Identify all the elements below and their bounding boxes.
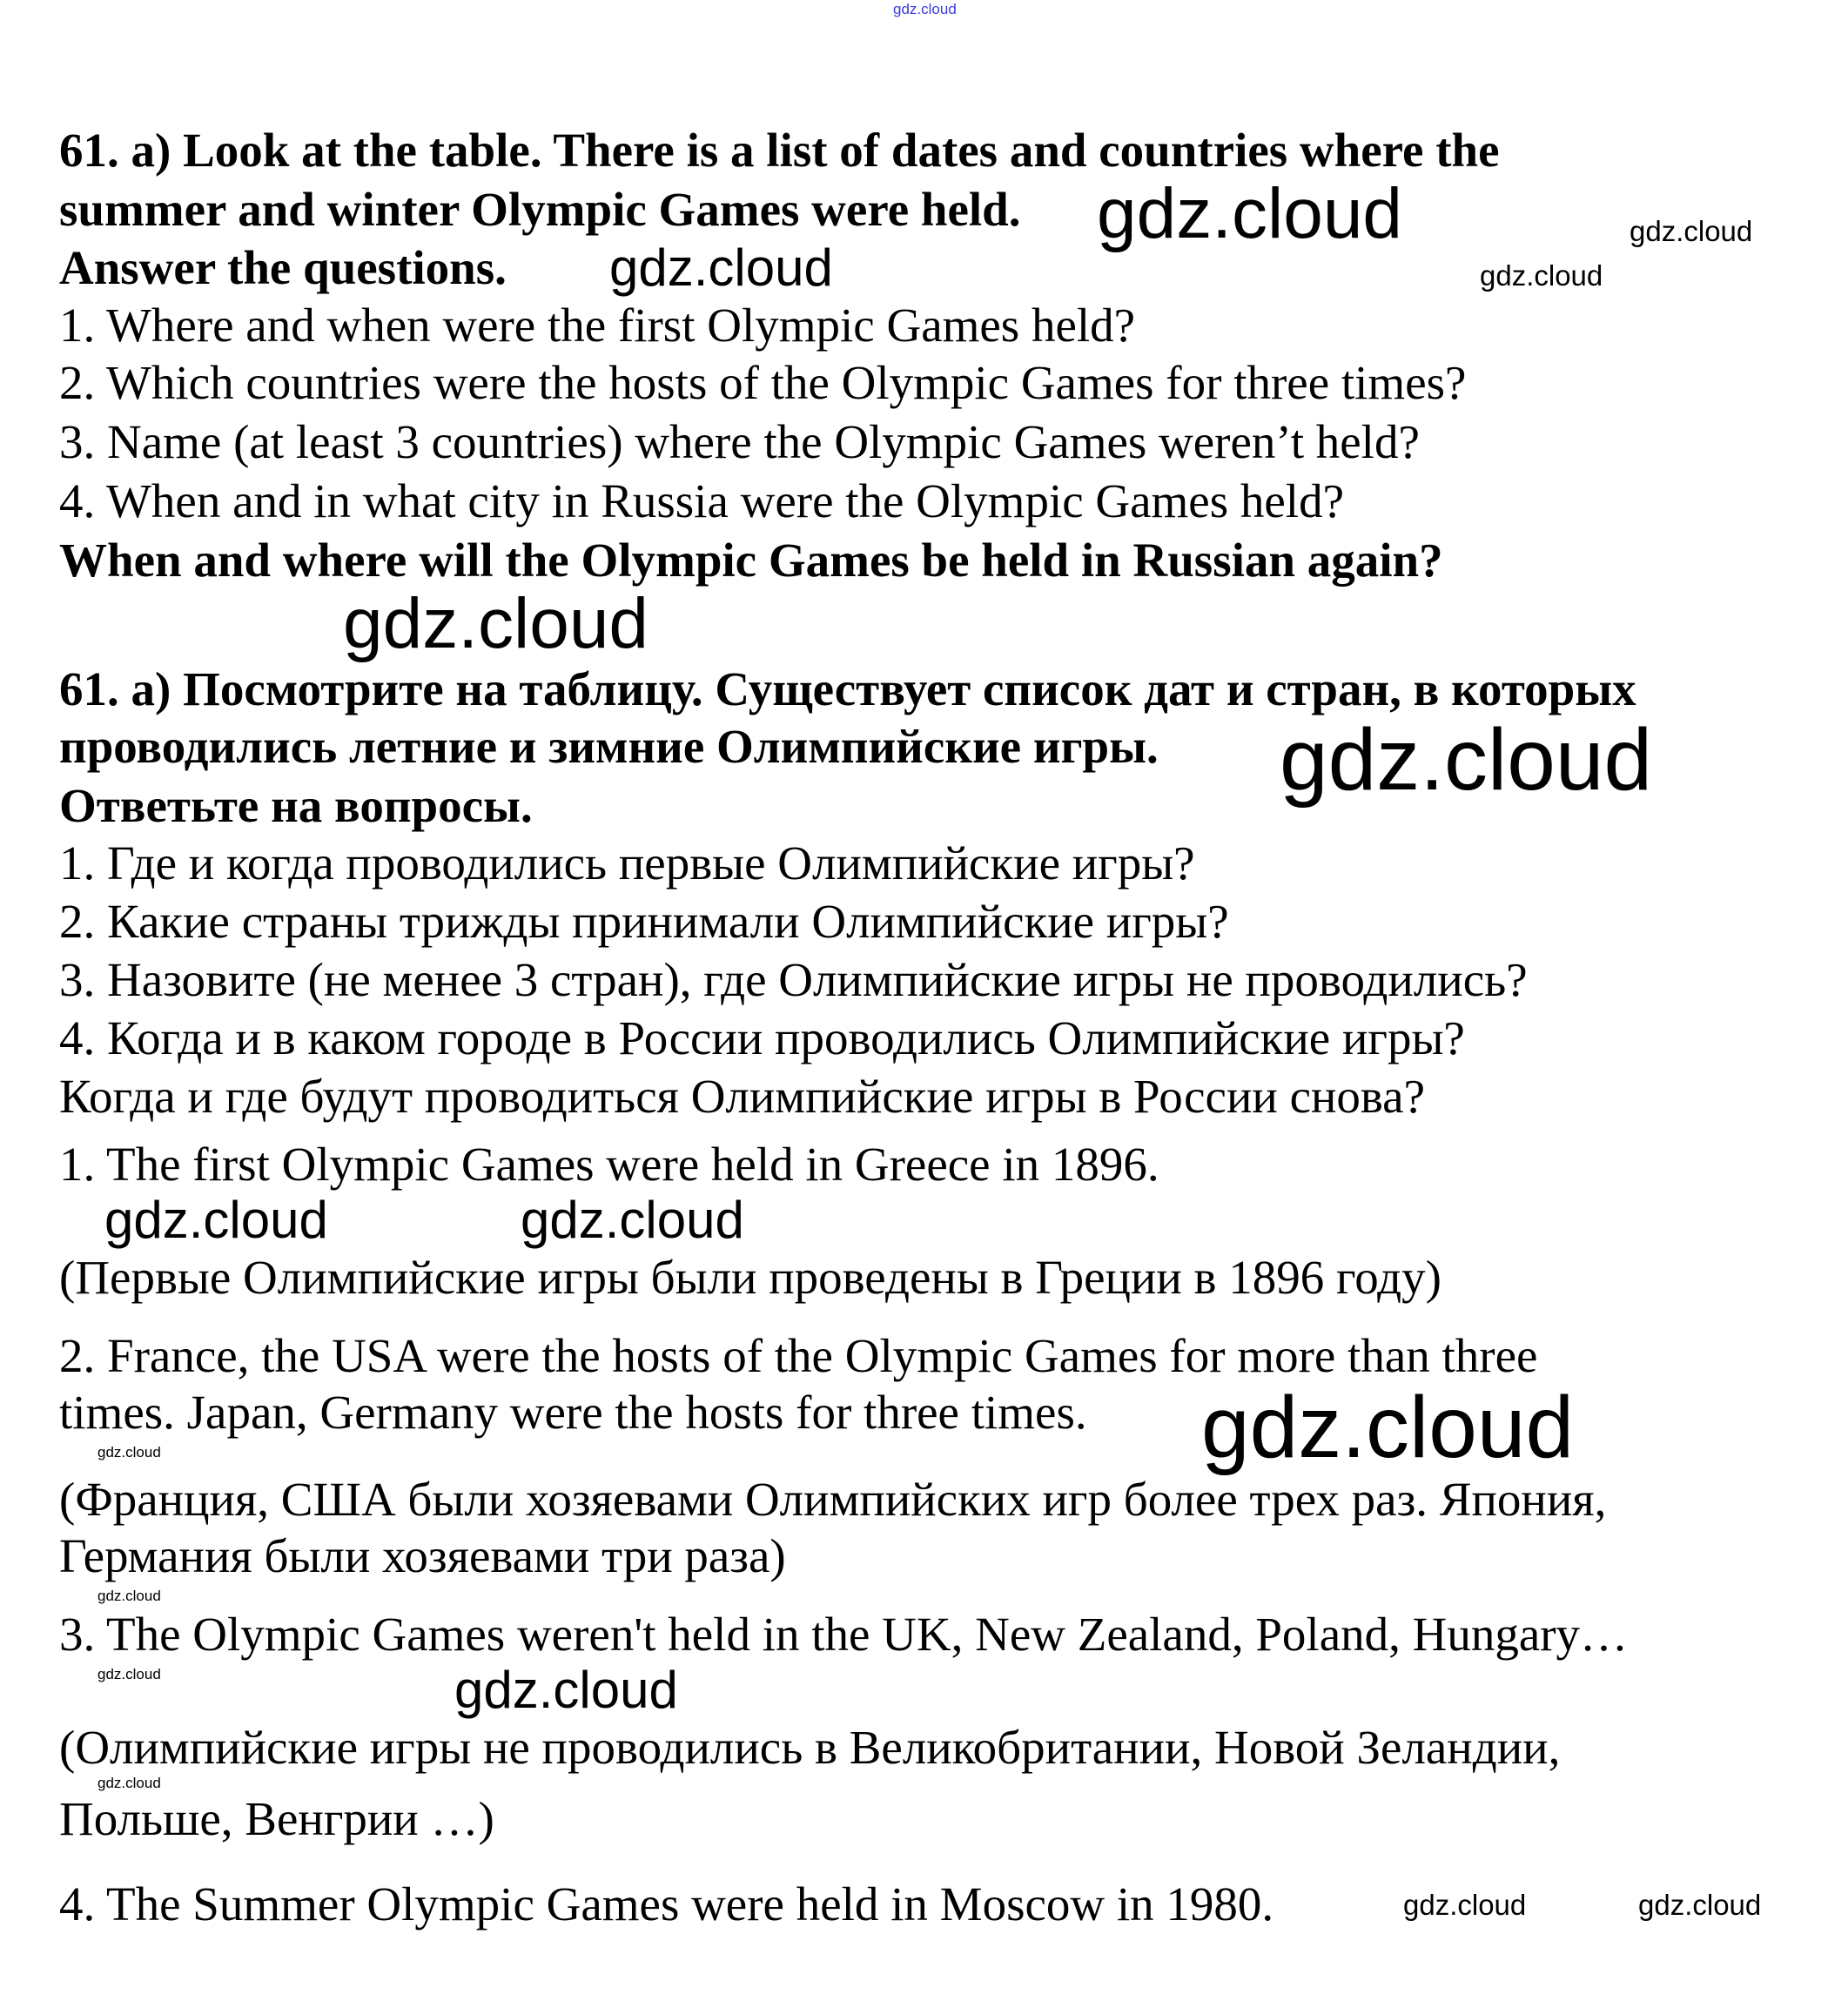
watermark: gdz.cloud — [97, 1588, 161, 1604]
answer-3-ru-line1: (Олимпийские игры не проводились в Великобритании, Новой Зеландии, — [59, 1721, 1561, 1774]
task-title-ru-line2: проводились летние и зимние Олимпийские игры. — [59, 720, 1159, 773]
task-title-en-line2: summer and winter Olympic Games were held. — [59, 183, 1021, 236]
watermark: gdz.cloud — [97, 1666, 161, 1682]
watermark: gdz.cloud — [1097, 174, 1403, 253]
watermark: gdz.cloud — [454, 1661, 678, 1719]
question-ru-3: 3. Назовите (не менее 3 стран), где Олимпийские игры не проводились? — [59, 953, 1528, 1006]
answer-2-ru-line2: Германия были хозяевами три раза) — [59, 1529, 786, 1582]
extra-question-en: When and where will the Olympic Games be held in Russian again? — [59, 534, 1443, 587]
question-ru-5: Когда и где будут проводиться Олимпийские игры в России снова? — [59, 1070, 1425, 1123]
question-en-1: 1. Where and when were the first Olympic Games held? — [59, 299, 1136, 352]
answer-1-en: 1. The first Olympic Games were held in Greece in 1896. — [59, 1138, 1159, 1191]
watermark: gdz.cloud — [343, 584, 649, 663]
answer-3-ru-line2: Польше, Венгрии …) — [59, 1792, 494, 1845]
question-en-2: 2. Which countries were the hosts of the Olympic Games for three times? — [59, 356, 1467, 409]
answer-2-en-line1: 2. France, the USA were the hosts of the Olympic Games for more than three — [59, 1329, 1538, 1382]
answer-4-en: 4. The Summer Olympic Games were held in Moscow in 1980. — [59, 1877, 1274, 1930]
answer-2-en-line2: times. Japan, Germany were the hosts for three times. — [59, 1386, 1087, 1439]
task-title-en-line1: 61. a) Look at the table. There is a list of dates and countries where the — [59, 124, 1500, 177]
watermark: gdz.cloud — [1480, 259, 1603, 292]
question-ru-1: 1. Где и когда проводились первые Олимпийские игры? — [59, 836, 1195, 890]
answer-1-ru: (Первые Олимпийские игры были проведены в Греции в 1896 году) — [59, 1251, 1441, 1304]
watermark: gdz.cloud — [97, 1775, 161, 1791]
answer-2-ru-line1: (Франция, США были хозяевами Олимпийских игр более трех раз. Япония, — [59, 1473, 1607, 1526]
question-en-3: 3. Name (at least 3 countries) where the Olympic Games weren’t held? — [59, 415, 1420, 468]
watermark: gdz.cloud — [1280, 711, 1653, 809]
watermark: gdz.cloud — [521, 1191, 744, 1249]
task-title-en-line3: Answer the questions. — [59, 241, 507, 294]
task-title-ru-line3: Ответьте на вопросы. — [59, 779, 533, 832]
question-en-4: 4. When and in what city in Russia were the Olympic Games held? — [59, 474, 1344, 527]
watermark: gdz.cloud — [609, 238, 833, 297]
watermark: gdz.cloud — [1638, 1889, 1762, 1921]
watermark: gdz.cloud — [97, 1444, 161, 1460]
watermark-top: gdz.cloud — [893, 1, 957, 17]
answer-3-en: 3. The Olympic Games weren't held in the UK, New Zealand, Poland, Hungary… — [59, 1608, 1629, 1661]
watermark: gdz.cloud — [104, 1191, 328, 1249]
task-title-ru-line1: 61. а) Посмотрите на таблицу. Существует список дат и стран, в которых — [59, 662, 1636, 715]
watermark: gdz.cloud — [1403, 1889, 1527, 1921]
watermark: gdz.cloud — [1630, 215, 1753, 247]
question-ru-2: 2. Какие страны трижды принимали Олимпийские игры? — [59, 895, 1229, 948]
watermark: gdz.cloud — [1201, 1379, 1575, 1476]
question-ru-4: 4. Когда и в каком городе в России проводились Олимпийские игры? — [59, 1011, 1465, 1064]
